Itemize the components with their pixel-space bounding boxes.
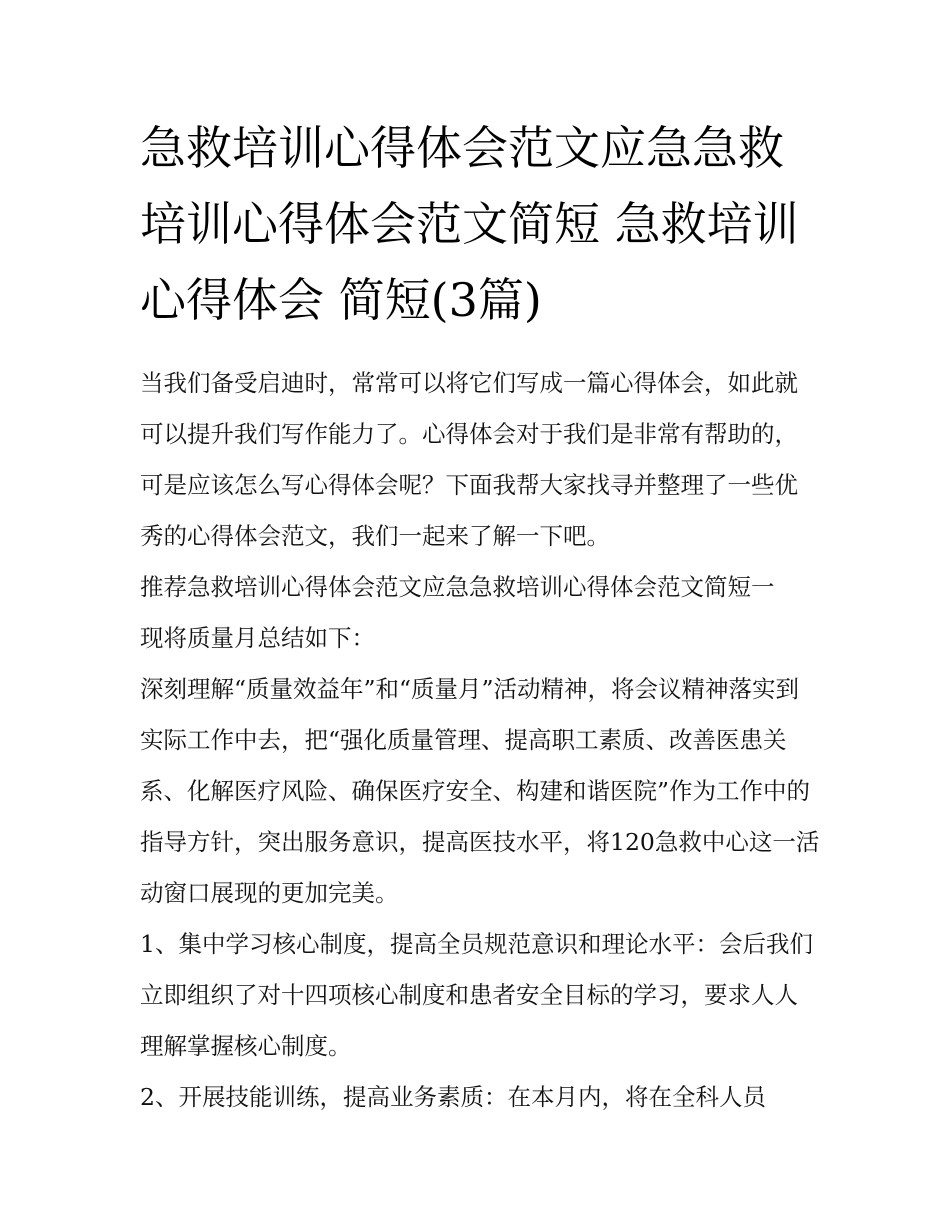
item-2-paragraph: 2、开展技能训练，提高业务素质：在本月内，将在全科人员 [140, 1083, 766, 1111]
document-title: 急救培训心得体会范文应急急救培训心得体会范文简短 急救培训心得体会 简短(3篇) [140, 121, 799, 327]
spirit-paragraph: 深刻理解“质量效益年”和“质量月”活动精神，将会议精神落实到实际工作中去，把“强化质量管理、提高职工素质、改善医患关系、化解医疗风险、确保医疗安全、构建和谐医院”作为工作中的指导方针，突出服务意识，提高医技水平，将120急救中心这一活动窗口展现的更加完美。 [140, 675, 820, 907]
item-1-paragraph: 1、集中学习核心制度，提高全员规范意识和理论水平：会后我们立即组织了对十四项核心制度和患者安全目标的学习，要求人人理解掌握核心制度。 [140, 930, 813, 1060]
document-body [140, 358, 820, 1123]
intro-paragraph: 当我们备受启迪时，常常可以将它们写成一篇心得体会，如此就可以提升我们写作能力了。心得体会对于我们是非常有帮助的，可是应该怎么写心得体会呢？下面我帮大家找寻并整理了一些优秀的心得体会范文，我们一起来了解一下吧。 [140, 369, 798, 550]
recommend-heading: 推荐急救培训心得体会范文应急急救培训心得体会范文简短一 [140, 573, 775, 601]
summary-lead: 现将质量月总结如下： [140, 624, 375, 652]
